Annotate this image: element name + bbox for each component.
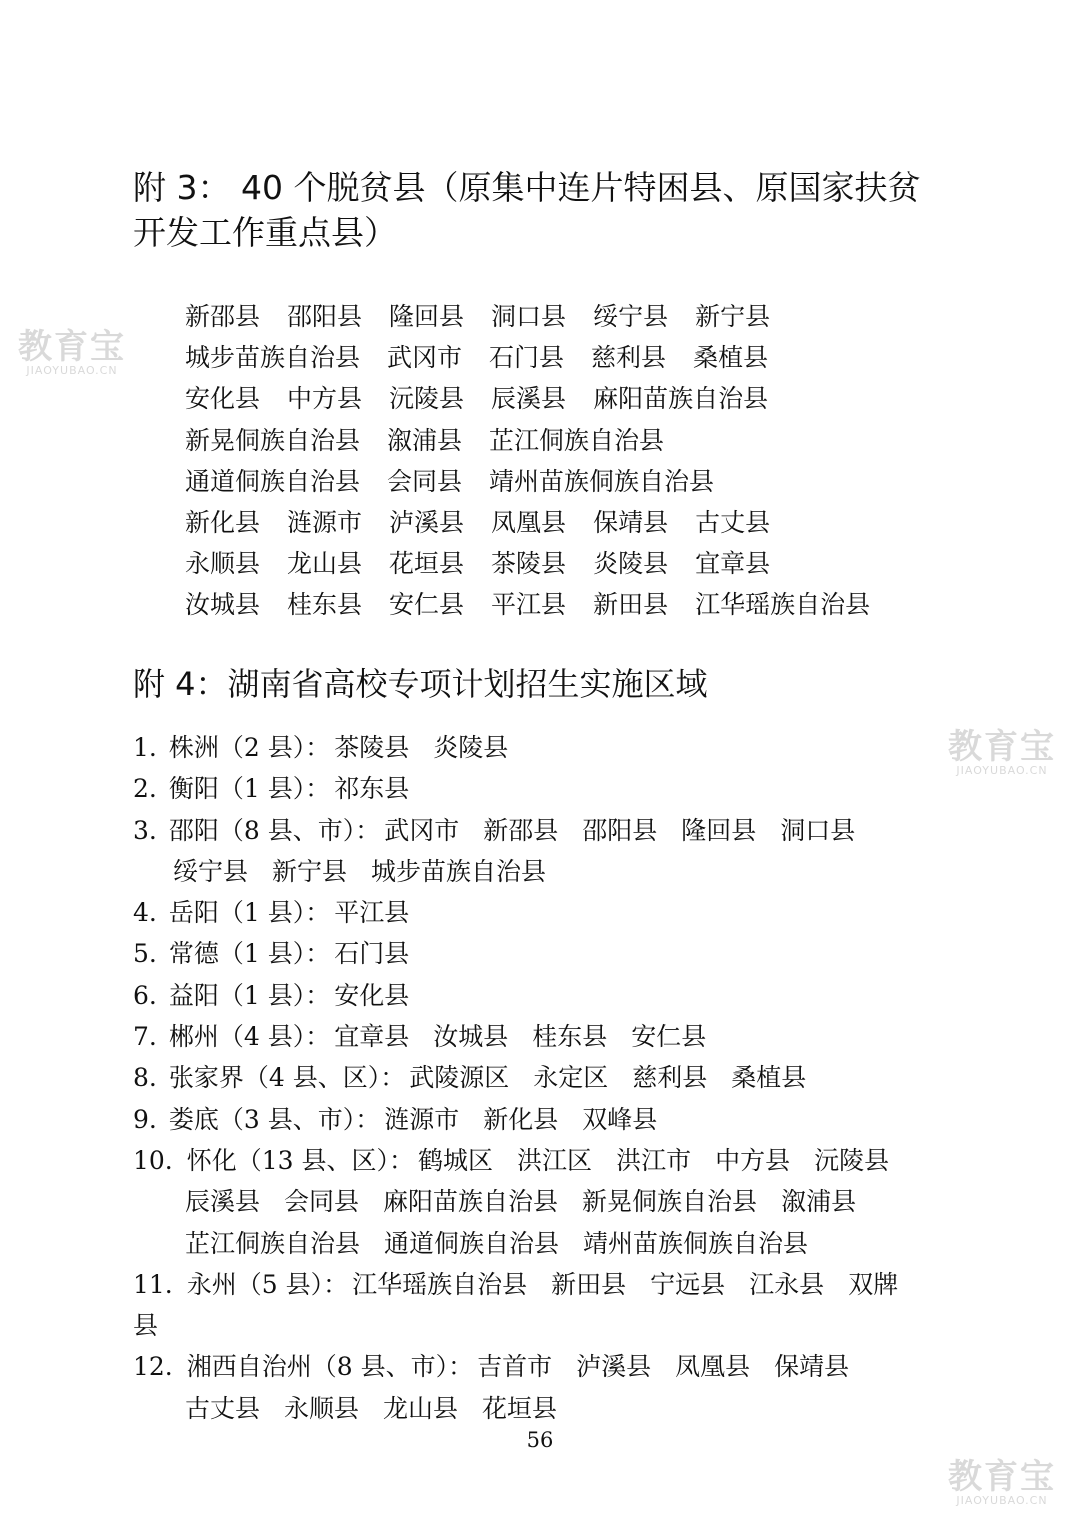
region-line xyxy=(133,1140,933,1181)
county-name: 涟源市 xyxy=(287,507,363,537)
county-name: 洞口县 xyxy=(491,302,567,331)
county-name: 新田县 xyxy=(593,590,669,620)
county-row xyxy=(185,461,897,502)
county-name: 新晃侗族自治县 xyxy=(185,425,361,455)
county-name: 通道侗族自治县 xyxy=(384,1228,560,1258)
watermark-logo: 教育宝 JIAOYUBAO.CN xyxy=(948,727,1056,777)
county-name: 靖州苗族侗族自治县 xyxy=(489,466,715,496)
region-label: 娄底（3 县、市）： xyxy=(168,1104,381,1134)
entry-number: 7. xyxy=(133,1022,157,1052)
region-entry xyxy=(133,1016,933,1057)
county-name: 芷江侗族自治县 xyxy=(185,1228,361,1258)
appendix-3-title: 附 3： 40 个脱贫县（原集中连片特困县、原国家扶贫开发工作重点县） xyxy=(133,168,921,252)
county-name: 绥宁县 xyxy=(173,856,249,886)
region-line xyxy=(133,1016,933,1057)
county-name: 泸溪县 xyxy=(389,507,465,537)
county-name: 永顺县 xyxy=(284,1393,360,1423)
county-name: 沅陵县 xyxy=(389,384,465,414)
county-name: 花垣县 xyxy=(389,549,465,579)
region-label: 岳阳（1 县）： xyxy=(168,898,331,928)
county-name: 平江县 xyxy=(334,898,410,928)
county-name: 汝城县 xyxy=(185,590,261,620)
entry-number: 8. xyxy=(133,1063,157,1093)
county-name: 桑植县 xyxy=(693,343,769,373)
county-name: 凤凰县 xyxy=(675,1352,751,1382)
county-name: 安仁县 xyxy=(631,1022,707,1052)
region-entry xyxy=(133,975,933,1016)
county-name: 新化县 xyxy=(483,1104,559,1134)
county-name: 麻阳苗族自治县 xyxy=(593,384,769,414)
county-name: 鹤城区 xyxy=(418,1145,494,1175)
entry-number: 11. xyxy=(133,1269,173,1299)
region-label: 怀化（13 县、区）： xyxy=(186,1145,415,1175)
county-name: 江华瑶族自治县 xyxy=(695,590,871,620)
county-name: 靖州苗族侗族自治县 xyxy=(583,1228,809,1258)
county-name: 新邵县 xyxy=(185,302,261,331)
county-name: 芷江侗族自治县 xyxy=(489,425,665,455)
appendix-4-region-list xyxy=(133,727,933,1429)
region-entry xyxy=(133,1099,933,1140)
county-row xyxy=(185,378,897,419)
entry-number: 9. xyxy=(133,1104,157,1134)
region-line xyxy=(133,1181,933,1222)
region-entry xyxy=(133,727,933,768)
region-label: 益阳（1 县）： xyxy=(168,980,331,1010)
county-name: 慈利县 xyxy=(591,343,667,373)
region-entry xyxy=(133,768,933,809)
region-label: 湘西自治州（8 县、市）： xyxy=(186,1352,474,1382)
appendix-3-county-list xyxy=(185,296,897,626)
county-name: 泸溪县 xyxy=(576,1352,652,1382)
region-line xyxy=(133,1057,933,1098)
county-name: 江永县 xyxy=(749,1269,825,1299)
county-name: 沅陵县 xyxy=(814,1145,890,1175)
county-name: 宁远县 xyxy=(650,1269,726,1299)
county-name: 武陵源区 xyxy=(409,1063,510,1093)
region-line xyxy=(133,1305,933,1346)
entry-number: 4. xyxy=(133,898,157,928)
county-name: 花垣县 xyxy=(482,1393,558,1423)
county-name: 隆回县 xyxy=(681,815,757,845)
region-entry xyxy=(133,892,933,933)
region-label: 株洲（2 县）： xyxy=(168,733,331,762)
county-name: 永定区 xyxy=(533,1063,609,1093)
county-name: 会同县 xyxy=(284,1187,360,1217)
entry-number: 1. xyxy=(133,733,157,762)
county-name: 保靖县 xyxy=(774,1352,850,1382)
county-name: 中方县 xyxy=(715,1145,791,1175)
region-entry xyxy=(133,1140,933,1264)
region-line xyxy=(133,768,933,809)
region-label: 郴州（4 县）： xyxy=(168,1022,331,1052)
page-number: 56 xyxy=(526,1428,554,1452)
region-label: 邵阳（8 县、市）： xyxy=(168,815,381,845)
region-line xyxy=(133,1264,933,1305)
county-name: 武冈市 xyxy=(387,343,463,373)
county-name: 辰溪县 xyxy=(491,384,567,414)
region-line xyxy=(133,1388,933,1429)
county-name: 新化县 xyxy=(185,507,261,537)
county-name: 安化县 xyxy=(185,384,261,414)
entry-number: 3. xyxy=(133,815,157,845)
watermark-logo: 教育宝 JIAOYUBAO.CN xyxy=(948,1457,1056,1507)
county-name: 龙山县 xyxy=(383,1393,459,1423)
county-name: 会同县 xyxy=(387,466,463,496)
county-name: 石门县 xyxy=(489,343,565,373)
county-name: 古丈县 xyxy=(185,1393,261,1423)
county-row xyxy=(185,584,897,625)
county-row xyxy=(185,296,897,337)
county-row xyxy=(185,420,897,461)
county-name: 辰溪县 xyxy=(185,1187,261,1217)
region-line xyxy=(133,851,933,892)
watermark-logo: 教育宝 JIAOYUBAO.CN xyxy=(18,327,126,377)
region-entry xyxy=(133,1346,933,1429)
county-name: 茶陵县 xyxy=(491,549,567,579)
county-name: 安仁县 xyxy=(389,590,465,620)
county-name: 桑植县 xyxy=(731,1063,807,1093)
county-name: 汝城县 xyxy=(433,1022,509,1052)
region-line xyxy=(133,892,933,933)
county-name: 洪江区 xyxy=(517,1145,593,1175)
county-name: 安化县 xyxy=(334,980,410,1010)
county-name: 新邵县 xyxy=(483,815,559,845)
county-name: 永顺县 xyxy=(185,549,261,579)
county-name: 城步苗族自治县 xyxy=(371,856,547,886)
county-name: 炎陵县 xyxy=(593,549,669,579)
county-name: 新宁县 xyxy=(272,856,348,886)
region-entry xyxy=(133,1264,933,1347)
county-name: 中方县 xyxy=(287,384,363,414)
county-name: 凤凰县 xyxy=(491,507,567,537)
county-name: 涟源市 xyxy=(384,1104,460,1134)
county-name: 绥宁县 xyxy=(593,302,669,331)
county-name: 邵阳县 xyxy=(287,302,363,331)
region-label: 常德（1 县）： xyxy=(168,939,331,969)
county-name: 溆浦县 xyxy=(387,425,463,455)
county-name: 县 xyxy=(133,1311,159,1341)
county-name: 邵阳县 xyxy=(582,815,658,845)
county-name: 古丈县 xyxy=(695,507,771,537)
region-line xyxy=(133,1223,933,1264)
county-name: 新宁县 xyxy=(695,302,771,331)
county-name: 平江县 xyxy=(491,590,567,620)
county-name: 城步苗族自治县 xyxy=(185,343,361,373)
county-name: 洪江市 xyxy=(616,1145,692,1175)
county-name: 保靖县 xyxy=(593,507,669,537)
county-name: 双牌 xyxy=(848,1269,899,1299)
region-line xyxy=(133,1346,933,1387)
county-name: 通道侗族自治县 xyxy=(185,466,361,496)
region-entry xyxy=(133,1057,933,1098)
county-name: 祁东县 xyxy=(334,774,410,804)
appendix-4-title: 附 4：湖南省高校专项计划招生实施区域 xyxy=(133,665,708,703)
county-row xyxy=(185,502,897,543)
county-name: 宜章县 xyxy=(334,1022,410,1052)
county-name: 宜章县 xyxy=(695,549,771,579)
county-name: 茶陵县 xyxy=(334,733,410,762)
county-name: 麻阳苗族自治县 xyxy=(383,1187,559,1217)
region-line xyxy=(133,933,933,974)
region-entry xyxy=(133,810,933,893)
entry-number: 6. xyxy=(133,980,157,1010)
county-name: 新田县 xyxy=(551,1269,627,1299)
region-label: 衡阳（1 县）： xyxy=(168,774,331,804)
region-line xyxy=(133,810,933,851)
region-label: 永州（5 县）： xyxy=(186,1269,349,1299)
entry-number: 5. xyxy=(133,939,157,969)
county-name: 桂东县 xyxy=(287,590,363,620)
county-name: 双峰县 xyxy=(582,1104,658,1134)
county-name: 江华瑶族自治县 xyxy=(352,1269,528,1299)
entry-number: 12. xyxy=(133,1352,173,1382)
region-label: 张家界（4 县、区）： xyxy=(168,1063,406,1093)
county-name: 武冈市 xyxy=(384,815,460,845)
region-line xyxy=(133,975,933,1016)
county-name: 石门县 xyxy=(334,939,410,969)
county-name: 溆浦县 xyxy=(781,1187,857,1217)
entry-number: 2. xyxy=(133,774,157,804)
region-line xyxy=(133,1099,933,1140)
county-name: 洞口县 xyxy=(780,815,856,845)
county-row xyxy=(185,543,897,584)
region-entry xyxy=(133,933,933,974)
county-name: 吉首市 xyxy=(477,1352,553,1382)
region-line xyxy=(133,727,933,768)
county-name: 桂东县 xyxy=(532,1022,608,1052)
entry-number: 10. xyxy=(133,1145,173,1175)
county-name: 隆回县 xyxy=(389,302,465,331)
county-name: 龙山县 xyxy=(287,549,363,579)
county-name: 慈利县 xyxy=(632,1063,708,1093)
county-name: 新晃侗族自治县 xyxy=(582,1187,758,1217)
county-name: 炎陵县 xyxy=(433,733,509,762)
county-row xyxy=(185,337,897,378)
